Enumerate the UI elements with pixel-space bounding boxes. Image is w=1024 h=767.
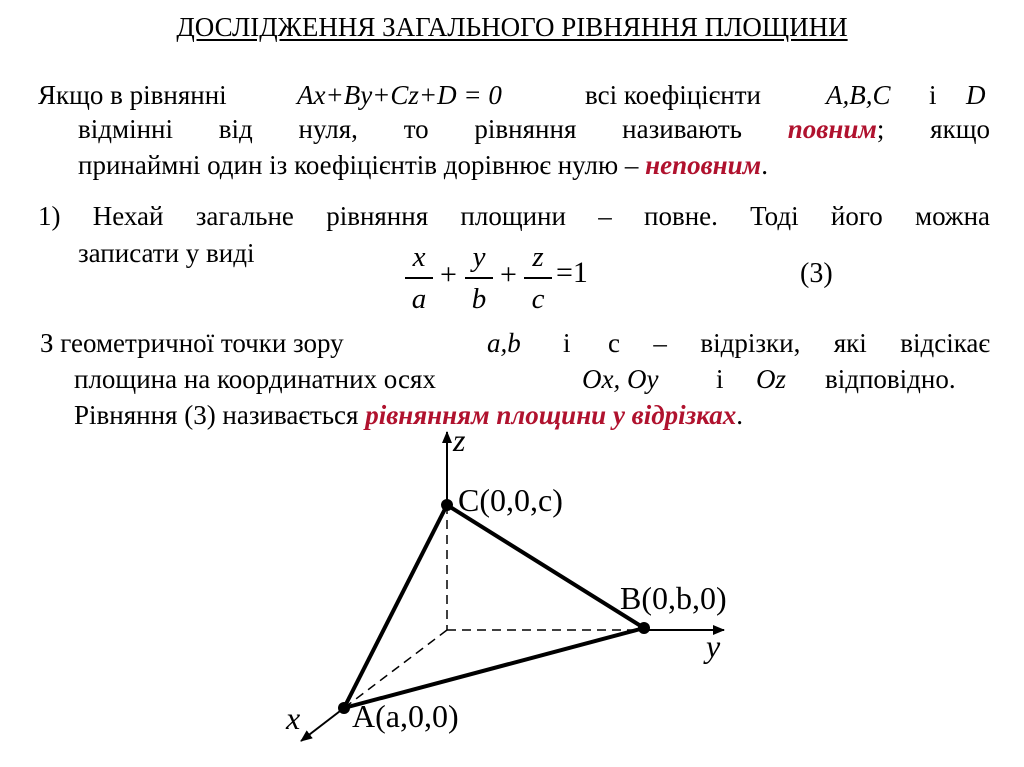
axes-ox-oy: Ox, Oy	[582, 364, 659, 394]
denominator: c	[531, 283, 545, 315]
axis-oz: Oz	[756, 364, 787, 394]
coefficient-d: D	[966, 80, 986, 110]
para3-text: Рівняння (3) називається	[74, 400, 359, 430]
numerator: x	[412, 241, 426, 273]
axis-label-z: z	[453, 422, 466, 458]
para2-line2: записати у виді	[78, 238, 255, 268]
denominator: a	[411, 283, 427, 315]
axis-label-x: x	[286, 700, 301, 736]
para3-text: З геометричної точки зору	[40, 328, 344, 358]
para1-text: Якщо в рівнянні	[38, 80, 227, 110]
term-incomplete: неповним	[645, 150, 762, 180]
plus-sign: +	[440, 258, 457, 291]
para3-text: c – відрізки, які відсікає	[608, 328, 990, 358]
numerator: y	[472, 241, 486, 273]
point-b-label: B(0,b,0)	[620, 580, 727, 616]
page-title: ДОСЛІДЖЕННЯ ЗАГАЛЬНОГО РІВНЯННЯ ПЛОЩИНИ	[176, 12, 848, 42]
x-axis	[301, 708, 344, 741]
point-a-marker	[338, 702, 350, 714]
para1-text: ; якщо	[876, 114, 990, 144]
edge-ba	[344, 628, 644, 708]
edge-cb	[447, 505, 644, 628]
point-a-label: A(a,0,0)	[352, 698, 459, 734]
plus-sign: +	[500, 258, 517, 291]
para1-text: відмінні від нуля, то рівняння називають	[78, 114, 742, 144]
conj-i: і	[716, 364, 724, 394]
term-full: повним	[787, 114, 877, 144]
para3-text: .	[736, 400, 743, 430]
coefficients-abc: A,B,C	[826, 80, 891, 110]
para3-text: площина на координатних осях	[74, 364, 436, 394]
para1-text: принаймні один із коефіцієнтів дорівнює нулю –	[78, 150, 639, 180]
point-c-label: C(0,0,c)	[458, 482, 563, 518]
conj-i: і	[563, 328, 571, 358]
point-b-marker	[638, 622, 650, 634]
point-c-marker	[441, 499, 453, 511]
para3-text: відповідно.	[825, 364, 956, 394]
denominator: b	[471, 283, 487, 315]
conj-i: і	[929, 80, 937, 110]
para2-line1: 1) Нехай загальне рівняння площини – повне. Тоді його можна	[38, 201, 990, 231]
segments-ab: a,b	[487, 328, 521, 358]
para1-text-coef: всі коефіцієнти	[585, 80, 761, 110]
term-intercept-form: рівнянням площини у відрізках	[365, 400, 737, 430]
equation-rhs: =1	[556, 256, 588, 289]
para1-text: .	[761, 150, 768, 180]
general-equation: Ax+By+Cz+D = 0	[297, 80, 502, 110]
edge-ac	[344, 505, 447, 708]
equation-label: (3)	[800, 258, 833, 289]
axis-label-y: y	[706, 628, 721, 664]
numerator: z	[532, 241, 544, 273]
